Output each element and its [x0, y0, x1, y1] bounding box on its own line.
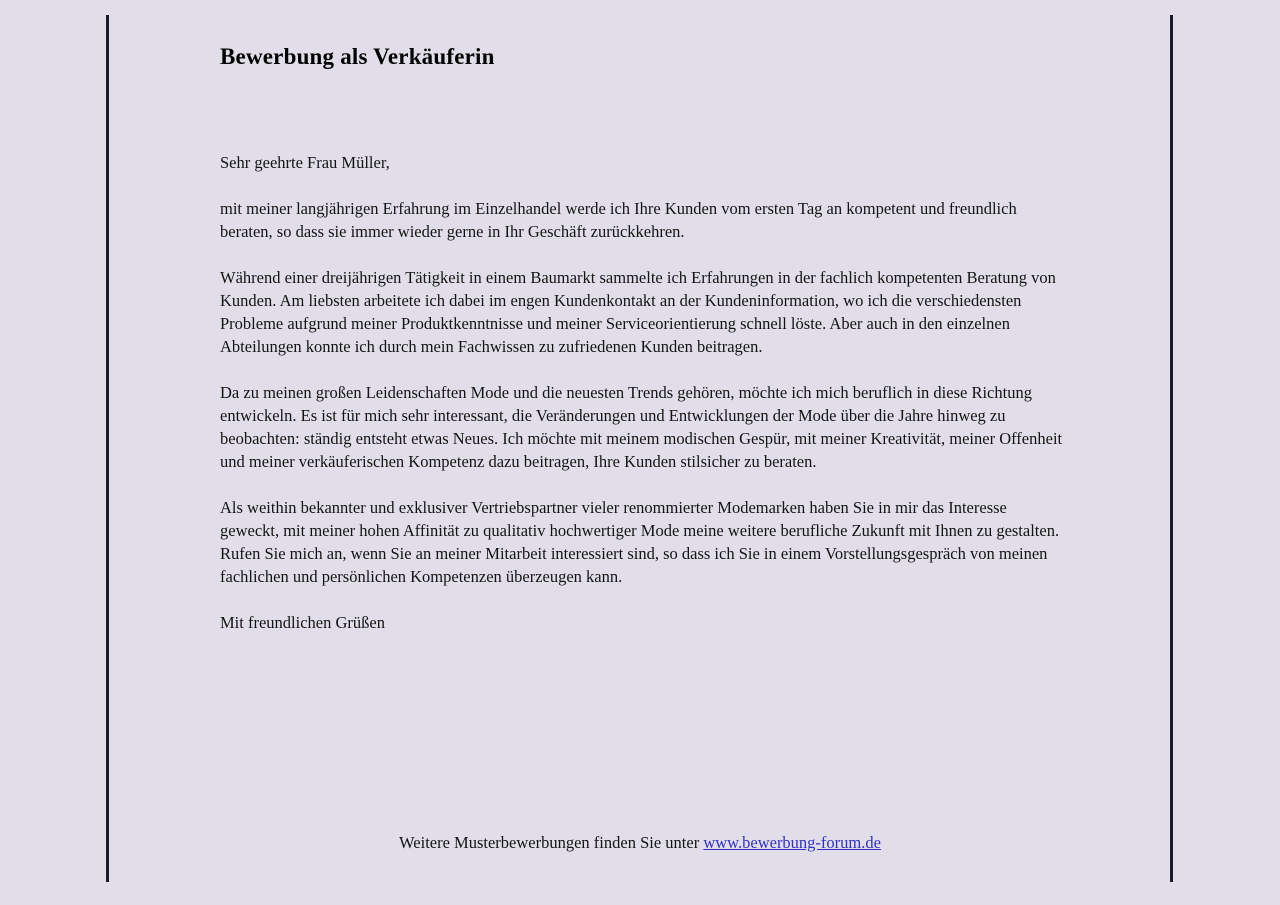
- paragraph-3: Da zu meinen großen Leidenschaften Mode und die neuesten Trends gehören, möchte ich mich beruflich in diese Richtung entwickeln. Es ist für mich sehr interessant, die Veränderungen und Entwicklungen der Mode über die Jahre hinweg zu beobachten: ständig entsteht etwas Neues. Ich möchte mit meinem modischen Gespür, mit meiner Kreativität, meiner Offenheit und meiner verkäuferischen Kompetenz dazu beitragen, Ihre Kunden stilsicher zu beraten.: [220, 383, 1063, 471]
- right-border-rule: [1170, 15, 1173, 882]
- footer-text: Weitere Musterbewerbungen finden Sie unter: [399, 833, 704, 852]
- left-border-rule: [106, 15, 109, 882]
- closing-line: Mit freundlichen Grüßen: [220, 613, 385, 632]
- letter-body: [220, 44, 1065, 634]
- paragraph-1: mit meiner langjährigen Erfahrung im Einzelhandel werde ich Ihre Kunden vom ersten Tag an kompetent und freundlich beraten, so dass sie immer wieder gerne in Ihr Geschäft zurückkehren.: [220, 199, 1017, 241]
- footer: [0, 831, 1280, 854]
- letter-title: Bewerbung als Verkäuferin: [220, 44, 495, 69]
- paragraph-4: Als weithin bekannter und exklusiver Vertriebspartner vieler renommierter Modemarken haben Sie in mir das Interesse geweckt, mit meiner hohen Affinität zu qualitativ hochwertiger Mode meine weitere berufliche Zukunft mit Ihnen zu gestalten. Rufen Sie mich an, wenn Sie an meiner Mitarbeit interessiert sind, so dass ich Sie in einem Vorstellungsgespräch von meinen fachlichen und persönlichen Kompetenzen überzeugen kann.: [220, 498, 1060, 586]
- footer-link[interactable]: www.bewerbung-forum.de: [703, 833, 881, 852]
- salutation: Sehr geehrte Frau Müller,: [220, 153, 390, 172]
- paragraph-2: Während einer dreijährigen Tätigkeit in einem Baumarkt sammelte ich Erfahrungen in der fachlich kompetenten Beratung von Kunden. Am liebsten arbeitete ich dabei im engen Kundenkontakt an der Kundeninformation, wo ich die verschiedensten Probleme aufgrund meiner Produktkenntnisse und meiner Serviceorientierung schnell löste. Aber auch in den einzelnen Abteilungen konnte ich durch mein Fachwissen zu zufriedenen Kunden beitragen.: [220, 268, 1056, 356]
